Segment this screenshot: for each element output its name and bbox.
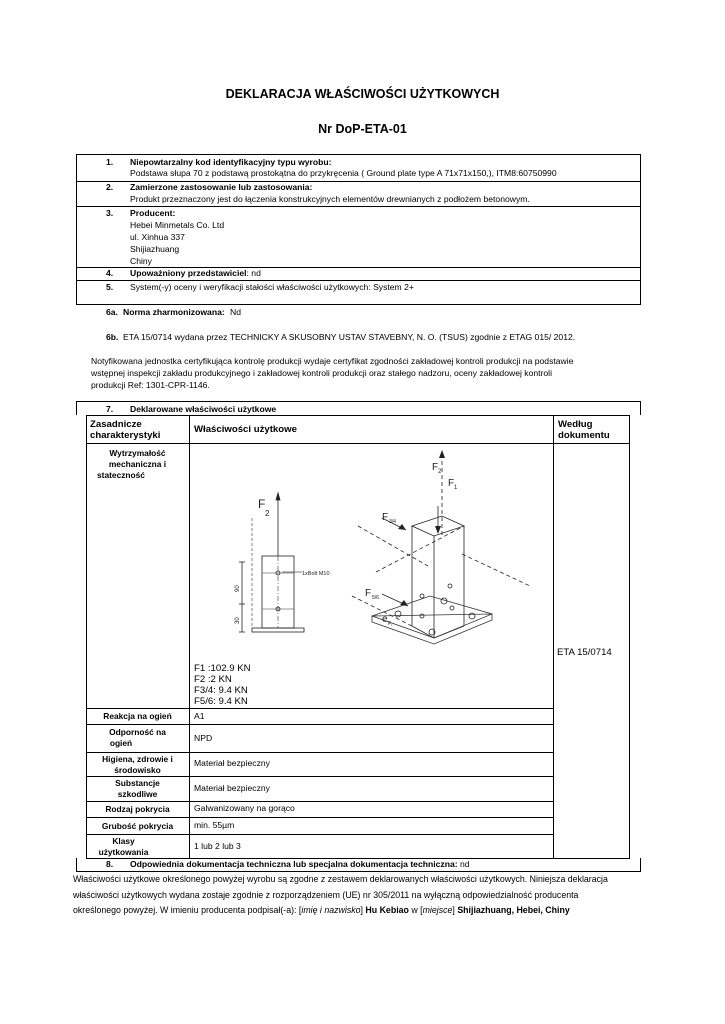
reference-document: ETA 15/0714	[557, 647, 612, 658]
signature-place: Shijiazhuang, Hebei, Chiny	[457, 905, 570, 915]
mechanical-label-2: mechaniczna i	[108, 459, 167, 469]
dimension-30: 30	[235, 617, 241, 624]
signature-text-a: określonego powyżej. W imieniu producenta podpisał(-a): [	[73, 905, 302, 915]
item-2-text: Produkt przeznaczony jest do łączenia konstrukcyjnych elementów drewnianych z podłożem betonowym.	[130, 194, 530, 204]
notified-body-line-1: Notyfikowana jednostka certyfikująca kontrolę produkcji wydaje certyfikat zgodności zakładowej kontroli produkcji na podstawie	[91, 356, 574, 366]
coating-type-value: Galwanizowany na gorąco	[194, 803, 295, 813]
fire-reaction-value: A1	[194, 711, 205, 721]
column-header-performance: Właściwości użytkowe	[194, 424, 297, 435]
signature-place-placeholder: miejsce	[422, 905, 453, 915]
item-2-number: 2.	[106, 182, 114, 192]
coating-thickness-value: min. 55µm	[194, 820, 235, 830]
iso-label-f2: F	[432, 462, 439, 473]
iso-label-f1: F	[448, 478, 455, 489]
section-6a-number: 6a.	[106, 307, 118, 317]
document-title: DEKLARACJA WŁAŚCIWOŚCI UŻYTKOWYCH	[225, 87, 500, 101]
section-6a-value: Nd	[230, 307, 241, 317]
signature-text-c: ]	[360, 905, 366, 915]
coating-thickness-label: Grubość pokrycia	[101, 821, 174, 831]
producer-line-1: Hebei Minmetals Co. Ltd	[130, 220, 225, 230]
force-f2: F2 :2 KN	[194, 674, 232, 685]
signatory-name: Hu Kebiao	[365, 905, 409, 915]
item-5-text: System(-y) oceny i weryfikacji stałości właściwości użytkowych: System 2+	[130, 282, 414, 292]
force-f34: F3/4: 9.4 KN	[194, 685, 248, 696]
item-1-title: Niepowtarzalny kod identyfikacyjny typu wyrobu:	[130, 157, 332, 167]
service-class-label-2: użytkowania	[98, 847, 149, 857]
column-header-characteristics-2: charakterystyki	[90, 430, 161, 441]
substances-label-2: szkodliwe	[117, 789, 158, 799]
fire-resistance-label-1: Odporność na	[109, 727, 166, 737]
iso-label-f34: F	[382, 512, 389, 523]
item-1-number: 1.	[106, 157, 114, 167]
fire-resistance-label-2: ogień	[109, 738, 133, 748]
iso-label-f56-sub: 5/6	[372, 595, 379, 601]
declaration-number: Nr DoP-ETA-01	[318, 122, 407, 136]
dimension-90: 90	[235, 585, 241, 592]
post-base-drawing	[192, 446, 550, 661]
section-8-row	[130, 859, 470, 871]
column-header-document-1: Według	[558, 419, 593, 430]
signature-text-e: w [	[408, 905, 423, 915]
iso-label-e: e	[382, 614, 388, 625]
mechanical-label-3: stateczność	[97, 470, 145, 480]
fire-reaction-label: Reakcja na ogień	[103, 711, 172, 721]
section-7-title: Deklarowane właściwości użytkowe	[130, 404, 277, 414]
footer-line-1: Właściwości użytkowe określonego powyżej wyrobu są zgodne z zestawem deklarowanych właściwości użytkowych. Niniejsza deklaracja	[73, 874, 608, 884]
notified-body-line-3: produkcji Ref: 1301-CPR-1146.	[91, 380, 210, 390]
section-7-number: 7.	[106, 404, 114, 414]
section-6b-text: ETA 15/0714 wydana przez TECHNICKY A SKUSOBNY USTAV STAVEBNY, N. O. (TSUS) zgodnie z ETAG 015/ 2012.	[123, 332, 576, 342]
section-8-title: Odpowiednia dokumentacja techniczna lub specjalna dokumentacja techniczna:	[130, 859, 458, 869]
label-bolt: 1xBolt M10	[302, 571, 330, 577]
item-4-row	[130, 268, 261, 280]
coating-type-label: Rodzaj pokrycia	[105, 804, 170, 814]
iso-label-e-sub: F,	[388, 621, 392, 627]
iso-label-f2-sub: 2	[438, 469, 442, 475]
column-header-document-2: dokumentu	[558, 430, 610, 441]
section-8-value: nd	[457, 859, 470, 869]
item-4-title: Upoważniony przedstawiciel	[130, 268, 247, 278]
item-2-title: Zamierzone zastosowanie lub zastosowania:	[130, 182, 313, 192]
footer-line-3	[73, 905, 570, 916]
service-class-label-1: Klasy	[112, 836, 135, 846]
hygiene-value: Materiał bezpieczny	[194, 758, 270, 768]
service-class-value: 1 lub 2 lub 3	[194, 841, 241, 851]
column-header-characteristics-1: Zasadnicze	[90, 419, 142, 430]
force-f56: F5/6: 9.4 KN	[194, 696, 248, 707]
item-5-number: 5.	[106, 282, 114, 292]
label-f2-sub: 2	[265, 509, 270, 518]
force-f1: F1 :102.9 KN	[194, 663, 251, 674]
iso-label-f1-sub: 1	[454, 485, 458, 491]
producer-line-3: Shijiazhuang	[130, 244, 180, 254]
section-6b-number: 6b.	[106, 332, 119, 342]
item-4-number: 4.	[106, 268, 114, 278]
iso-label-f34-sub: 3/4	[389, 519, 396, 525]
signature-name-placeholder: imię i nazwisko	[301, 905, 361, 915]
producer-line-4: Chiny	[130, 256, 152, 266]
item-1-text: Podstawa słupa 70 z podstawą prostokątna do przykręcenia ( Ground plate type A 71x71x150,), ITM8:60750990	[130, 168, 557, 178]
hygiene-label-2: środowisko	[114, 765, 161, 775]
section-8-number: 8.	[106, 859, 114, 869]
iso-label-f56: F	[365, 588, 372, 599]
substances-value: Materiał bezpieczny	[194, 783, 270, 793]
mechanical-label-1: Wytrzymałość	[109, 448, 166, 458]
item-3-title: Producent:	[130, 208, 176, 218]
notified-body-line-2: wstępnej inspekcji zakładu produkcyjnego i zakładowej kontroli produkcji oraz stałego nadzoru, oceny zakładowej kontroli	[91, 368, 552, 378]
footer-line-2: właściwości użytkowych wydana zostaje zgodnie z rozporządzeniem (UE) nr 305/2011 na wyłączną odpowiedzialność producenta	[73, 890, 579, 900]
item-3-number: 3.	[106, 208, 114, 218]
hygiene-label-1: Higiena, zdrowie i	[102, 754, 173, 764]
fire-resistance-value: NPD	[194, 733, 213, 743]
signature-text-g: ]	[452, 905, 458, 915]
section-6a-title: Norma zharmonizowana:	[123, 307, 225, 317]
item-4-value: : nd	[246, 268, 261, 278]
producer-line-2: ul. Xinhua 337	[130, 232, 185, 242]
label-f2: F	[258, 497, 266, 511]
substances-label-1: Substancje	[115, 778, 160, 788]
